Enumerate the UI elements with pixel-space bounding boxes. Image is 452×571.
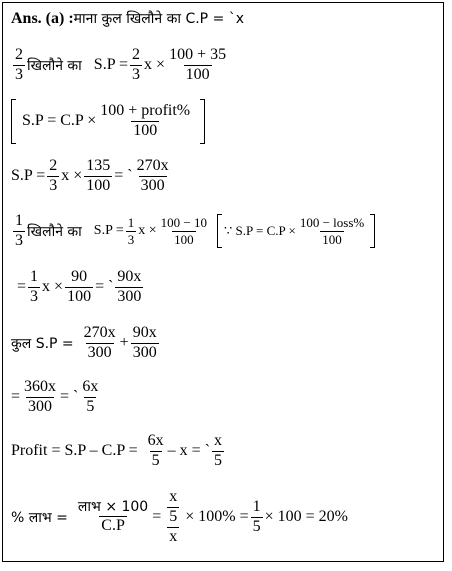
because-formula: ∵ S.P = C.P × [224,223,296,239]
fraction: $\frac{6x}{5}$ [147,432,164,469]
profit-percent-label: % लाभ = [11,509,68,526]
fraction: $\frac{90x}{300}$ [117,268,142,305]
fraction: $\frac{1}{3}$ [15,212,23,249]
fraction: $\frac{100 - 10}{100}$ [160,215,207,247]
total-sp-line [11,325,161,362]
sp-calc-line-1 [11,158,173,195]
times-x: x × [144,56,166,74]
compound-fraction: $\frac{\frac{x}{5}}{x}$ [169,488,178,545]
solution-box [2,2,444,562]
fraction: $\frac{\text{100 + profit\%}}{100}$ [100,102,191,139]
answer-line [11,9,244,28]
answer-label: Ans. (a) : [11,9,74,27]
sp-calc-line-2 [11,269,145,306]
profit-formula-bracket [11,99,205,144]
loss-formula-bracket [217,214,375,248]
times-x: x × [42,278,64,296]
equals: = [11,388,21,406]
fraction: $\frac{\text{100 − loss\%}}{100}$ [299,215,365,247]
fraction: $\frac{270x}{300}$ [136,157,169,194]
formula-lhs: S.P = C.P × [22,112,97,130]
profit-formula-line [11,99,205,144]
fraction: $\frac{x}{5}$ [169,488,178,525]
fraction: $\frac{x}{5}$ [214,432,223,469]
fraction: $\frac{1}{3}$ [127,215,135,247]
result: × 100 = 20% [264,508,348,526]
fraction: $\frac{360x}{300}$ [24,378,57,415]
fraction: $\frac{2}{3}$ [132,46,141,83]
fraction: $\frac{2}{3}$ [49,157,58,194]
fraction: $\frac{\text{लाभ × 100}}{C.P}$ [77,498,149,534]
times-100-percent: × 100% = [185,508,249,526]
profit-percent-line [11,489,348,545]
answer-text: माना कुल खिलौने का C.P = `x [73,11,245,27]
fraction: $\frac{2}{3}$ [15,46,23,83]
equals: = ` [114,167,133,185]
minus-x: – x = ` [167,442,211,460]
fraction: $\frac{90}{100}$ [67,268,92,305]
fraction: $\frac{100 + 35}{100}$ [169,46,227,83]
profit-line [11,433,226,470]
fraction: $\frac{1}{3}$ [30,268,39,305]
equals: = ` [95,278,114,296]
fraction: $\frac{135}{100}$ [86,157,111,194]
profit-lhs: Profit = S.P – C.P = [11,442,138,460]
fraction: $\frac{1}{5}$ [252,497,261,535]
times-x: x × [61,167,83,185]
total-sp-label: कुल S.P = [11,335,74,352]
two-thirds-sp-line [11,47,230,84]
fraction: $\frac{90x}{300}$ [132,324,157,361]
toys-word: खिलौने का [27,57,82,74]
equals: = [152,508,162,526]
fraction: $\frac{6x}{5}$ [82,378,99,415]
sp-equals: S.P = [11,167,46,185]
toys-word: खिलौने का [27,223,82,240]
one-third-sp-line [11,213,375,250]
total-sp-simplified-line [11,379,102,416]
sp-equals: S.P = [93,223,124,239]
sp-equals: S.P = [93,56,129,74]
plus: + [119,334,129,352]
equals: = [17,278,27,296]
fraction: $\frac{270x}{300}$ [83,324,116,361]
equals: = ` [60,388,79,406]
times-x: x × [138,223,157,239]
